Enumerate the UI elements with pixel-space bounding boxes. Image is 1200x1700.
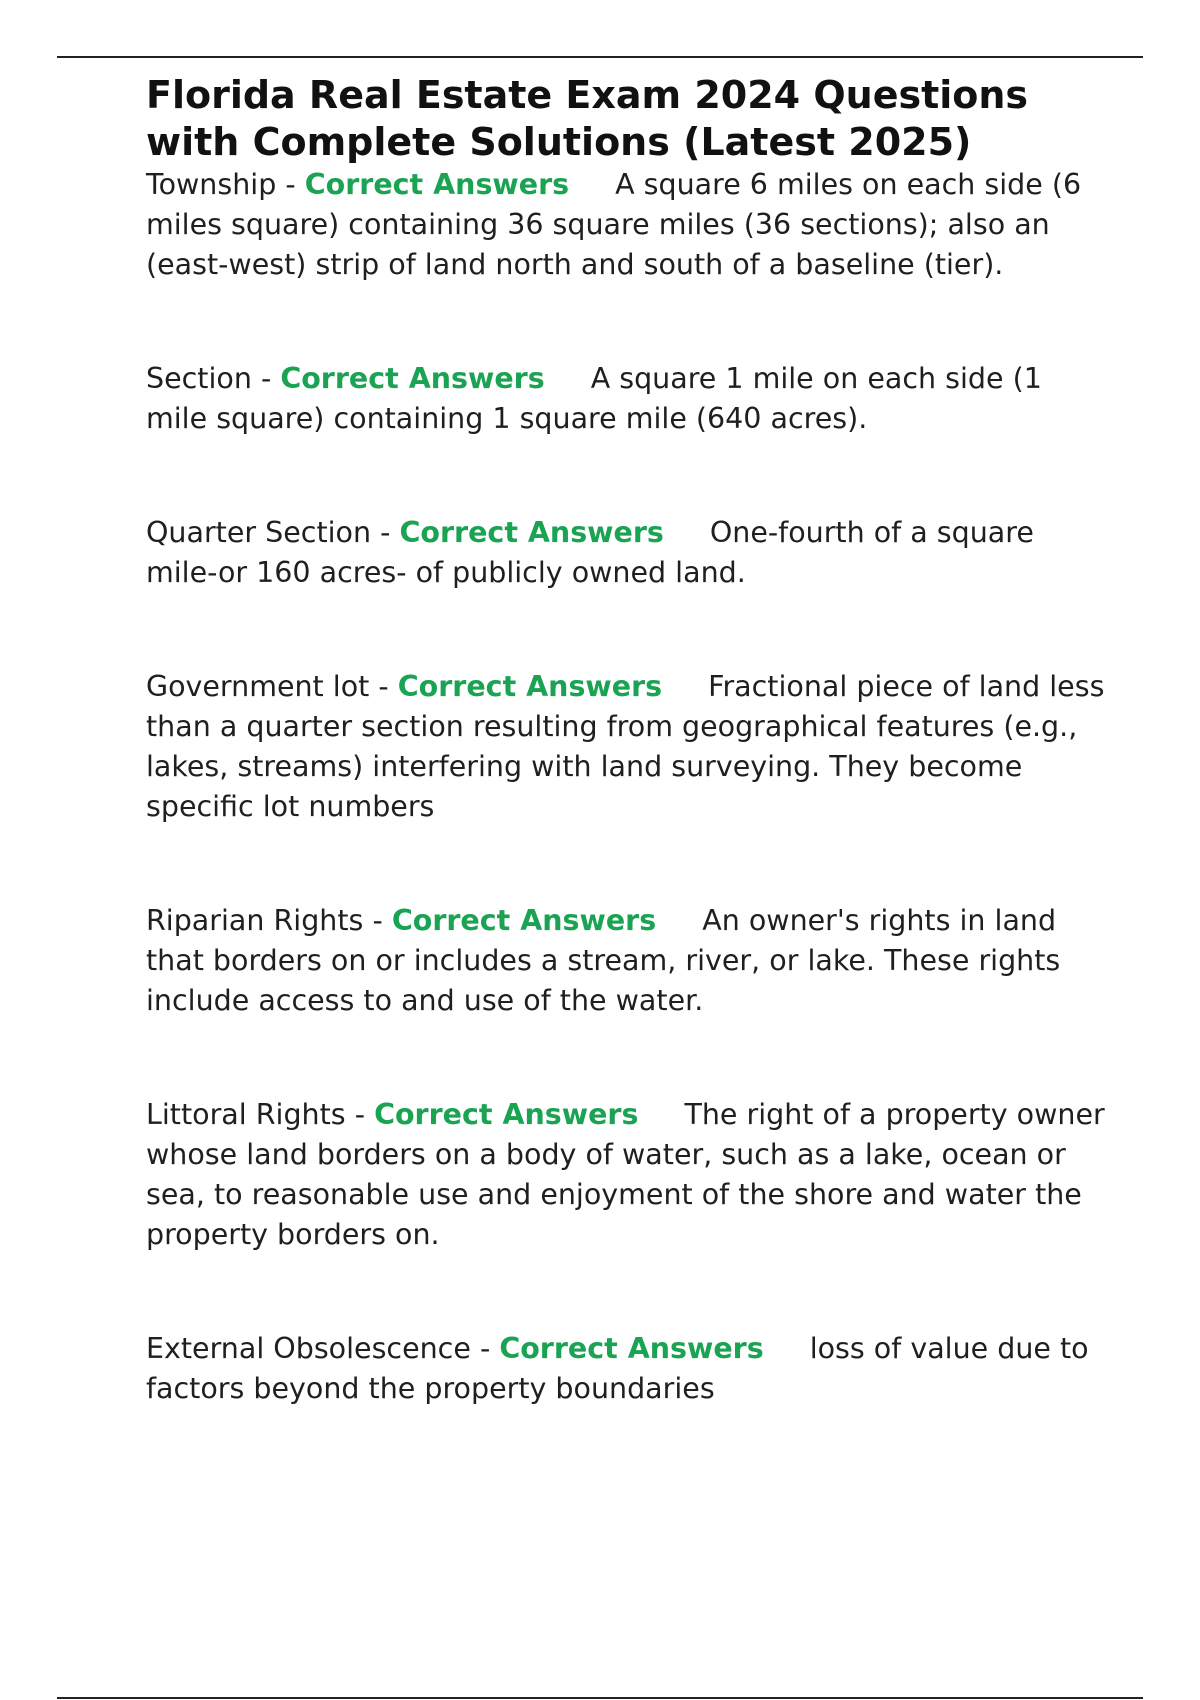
document-body — [146, 72, 1106, 1409]
term: Government lot — [146, 670, 370, 703]
qa-entry-quarter-section — [146, 513, 1106, 593]
term: External Obsolescence — [146, 1332, 471, 1365]
qa-entry-government-lot — [146, 667, 1106, 827]
qa-entry-township — [146, 165, 1106, 285]
correct-answers-label: Correct Answers — [391, 904, 657, 937]
definition: Fractional piece of land less than a quarter section resulting from geographical features (e.g., lakes, streams) interfering with land surveying. They become specific lot numbers — [146, 670, 1105, 823]
term: Littoral Rights — [146, 1098, 346, 1131]
separator: - — [354, 1098, 365, 1131]
correct-answers-label: Correct Answers — [304, 168, 570, 201]
separator: - — [260, 362, 272, 395]
correct-answers-label: Correct Answers — [374, 1098, 639, 1131]
separator: - — [285, 168, 296, 201]
definition: A square 6 miles on each side (6 miles square) containing 36 square miles (36 sections); also an (east-west) strip of land north and south of a baseline (tier). — [146, 168, 1082, 281]
correct-answers-label: Correct Answers — [280, 362, 545, 395]
definition: One-fourth of a square mile-or 160 acres- of publicly owned land. — [146, 516, 1034, 589]
page-title: Florida Real Estate Exam 2024 Questions with Complete Solutions (Latest 2025) — [146, 73, 1029, 164]
term: Section — [146, 362, 252, 395]
top-rule — [57, 56, 1143, 58]
qa-entry-section — [146, 359, 1106, 439]
term: Township — [146, 168, 277, 201]
separator: - — [378, 670, 389, 703]
separator: - — [380, 516, 391, 549]
qa-entry-external-obsolescence — [146, 1329, 1106, 1409]
separator: - — [479, 1332, 491, 1365]
qa-entry-littoral-rights — [146, 1095, 1106, 1255]
term: Quarter Section — [146, 516, 372, 549]
definition: The right of a property owner whose land borders on a body of water, such as a lake, ocean or sea, to reasonable use and enjoyment of the shore and water the property borders on. — [146, 1098, 1105, 1251]
qa-entry-riparian-rights — [146, 901, 1106, 1021]
correct-answers-label: Correct Answers — [399, 516, 664, 549]
definition: loss of value due to factors beyond the property boundaries — [146, 1332, 1089, 1405]
bottom-rule — [57, 1697, 1143, 1699]
separator: - — [372, 904, 383, 937]
correct-answers-label: Correct Answers — [397, 670, 663, 703]
term: Riparian Rights — [146, 904, 364, 937]
correct-answers-label: Correct Answers — [499, 1332, 764, 1365]
definition: An owner's rights in land that borders on or includes a stream, river, or lake. These rights include access to and use of the water. — [146, 904, 1061, 1017]
definition: A square 1 mile on each side (1 mile square) containing 1 square mile (640 acres). — [146, 362, 1042, 435]
